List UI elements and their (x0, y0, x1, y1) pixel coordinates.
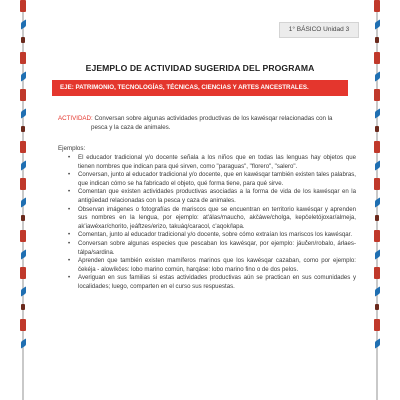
bullet-icon: • (68, 240, 71, 247)
border-ornament (20, 178, 26, 190)
bullet-icon: • (68, 258, 71, 265)
list-item (68, 154, 356, 171)
list-item (68, 231, 356, 240)
border-ornament (375, 304, 379, 310)
list-item-text: Conversan, junto al educador tradicional y/o docente, que en kawésqar también existen tales palabras, que indican cómo se ha fabricado el objeto, qué forma tiene, para qué sirve. (78, 171, 356, 187)
border-ornament (20, 267, 26, 279)
eje-banner: EJE: PATRIMONIO, TECNOLOGÍAS, TÉCNICAS, CIENCIAS Y ARTES ANCESTRALES. (52, 80, 348, 96)
border-ornament (21, 215, 25, 221)
list-item-text: Observan imágenes o fotografías de mariscos que se encuentran en territorio kawésqar y aprenden sus nombres en la lengua, por ejemplo: at'álas/maucho, akčáwe/cholga, kepčeletójoxar/almeja, ak'iawéxar/chorito, jeáftzes/erizo, takuáq/caracol, c'aqok/lapa. (78, 205, 356, 230)
bullet-icon: • (68, 155, 71, 161)
list-item-text: Comentan que existen actividades productivas asociadas a la forma de vida de los kawésqar en la antigüedad relacionadas con la pesca y caza de animales. (78, 188, 356, 204)
activity-block (58, 114, 353, 132)
border-ornament (20, 0, 26, 12)
activity-label: ACTIVIDAD: (58, 115, 93, 122)
border-ornament (21, 304, 25, 310)
activity-text-line2: pesca y la caza de animales. (91, 124, 171, 131)
border-ornament (374, 0, 380, 12)
border-ornament (374, 319, 380, 331)
border-ornament (20, 230, 26, 242)
bullet-icon: • (68, 206, 71, 213)
border-ornament (374, 89, 380, 101)
examples-label: Ejemplos: (58, 145, 86, 152)
border-ornament (20, 141, 26, 153)
border-ornament (375, 126, 379, 132)
right-decorative-border (368, 0, 386, 400)
page-title: EJEMPLO DE ACTIVIDAD SUGERIDA DEL PROGRAMA (85, 63, 315, 73)
border-ornament (20, 319, 26, 331)
border-ornament (374, 267, 380, 279)
activity-text-line1: Conversan sobre algunas actividades productivas de los kawésqar relacionadas con la (94, 115, 333, 122)
list-item (68, 206, 356, 232)
list-item-text: Aprenden que también existen mamíferos marinos que los kawésqar cazaban, como por ejemplo: čekéja - alowíkčes: lobo marino común, harqáse: lobo marino fino o de dos pelos. (78, 257, 356, 273)
bullet-icon: • (68, 275, 71, 282)
list-item (68, 171, 356, 188)
list-item-text: El educador tradicional y/o docente señala a los niños que en todas las lenguas hay objetos que tienen nombres que indican para qué sirven, como "paraguas", "florero", "salero". (78, 154, 356, 170)
left-decorative-border (14, 0, 32, 400)
border-ornament (20, 89, 26, 101)
border-ornament (374, 141, 380, 153)
border-ornament (375, 37, 379, 43)
border-ornament (374, 178, 380, 190)
list-item (68, 240, 356, 257)
list-item-text: Conversan sobre algunas especies que pescaban los kawésqar, por ejemplo: jáuč̓en/robalo, árłaes- tálpa/sardina. (78, 239, 356, 256)
border-ornament (375, 215, 379, 221)
bullet-icon: • (68, 232, 71, 239)
border-ornament (21, 126, 25, 132)
examples-list (68, 154, 356, 292)
bullet-icon: • (68, 172, 71, 179)
list-item-text: Comentan, junto al educador tradicional y/o docente, sobre cómo extraían los mariscos los kawésqar. (78, 231, 353, 239)
border-ornament (21, 37, 25, 43)
list-item (68, 257, 356, 274)
list-item (68, 188, 356, 205)
unit-tag: 1° BÁSICO Unidad 3 (279, 22, 359, 38)
border-ornament (374, 230, 380, 242)
bullet-icon: • (68, 189, 71, 196)
list-item (68, 274, 356, 291)
list-item-text: Averiguan en sus familias si estas actividades productivas aún se practican en sus comunidades y localidades; luego, comparten en el curso sus respuestas. (78, 274, 356, 290)
